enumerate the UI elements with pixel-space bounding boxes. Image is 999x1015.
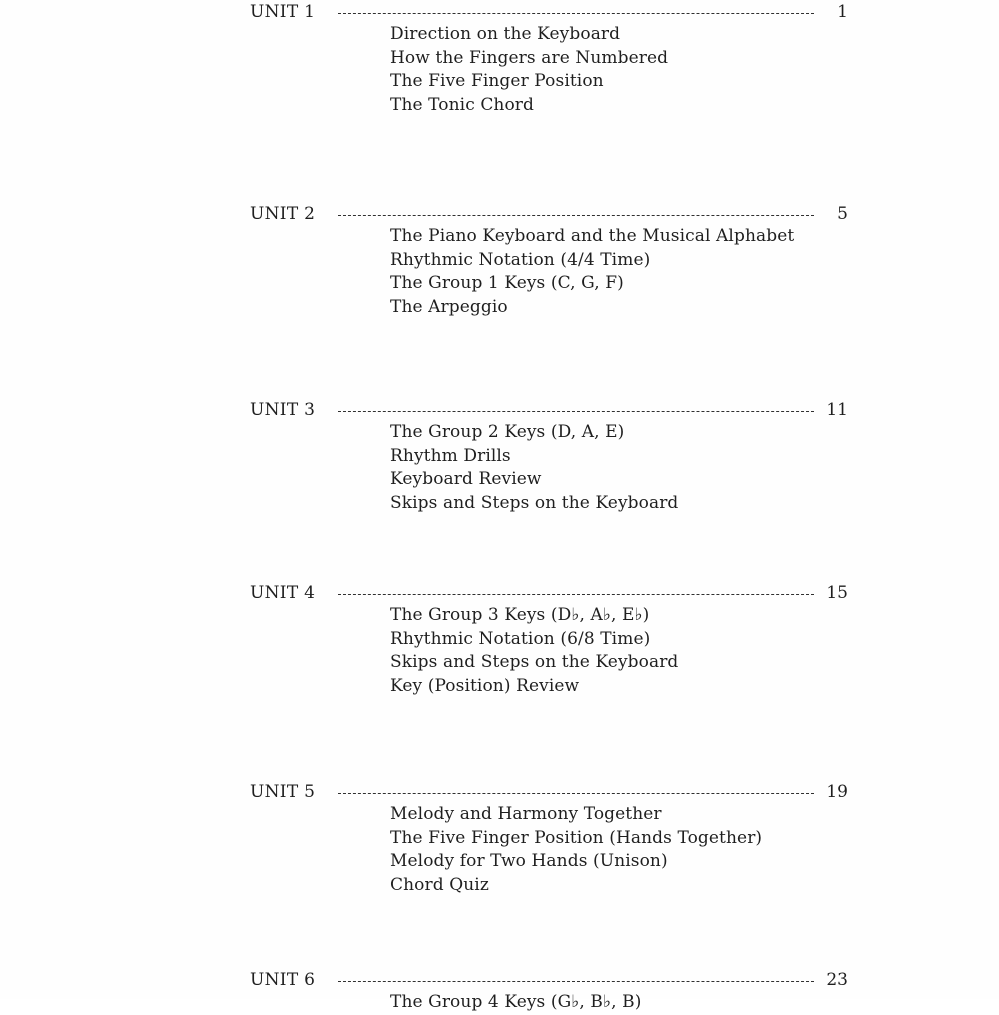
topic-item: The Group 3 Keys (D♭, A♭, E♭) — [390, 605, 650, 625]
topic-item: Rhythmic Notation (4/4 Time) — [390, 249, 651, 270]
topic-list — [390, 991, 641, 1015]
topic-item: Rhythmic Notation (6/8 Time) — [390, 628, 651, 649]
unit-header — [250, 202, 850, 226]
topic-list — [390, 225, 794, 319]
topic-item: Key (Position) Review — [390, 675, 580, 696]
page-number: 11 — [826, 400, 848, 420]
topic-list — [390, 604, 678, 698]
topic-list — [390, 421, 678, 515]
topic-item: The Group 2 Keys (D, A, E) — [390, 422, 625, 442]
page-number: 5 — [837, 204, 848, 224]
topic-item: Chord Quiz — [390, 874, 489, 895]
topic-item: The Tonic Chord — [390, 94, 535, 115]
unit-header — [250, 780, 850, 804]
topic-item: Direction on the Keyboard — [390, 24, 621, 44]
topic-item: Rhythm Drills — [390, 445, 511, 466]
unit-label: UNIT 1 — [250, 2, 316, 22]
topic-item: The Five Finger Position (Hands Together) — [390, 827, 763, 848]
page-number: 23 — [826, 970, 848, 990]
unit-label: UNIT 3 — [250, 400, 316, 420]
topic-item: The Group 1 Keys (C, G, F) — [390, 273, 624, 293]
unit-label: UNIT 4 — [250, 583, 316, 603]
topic-item: The Arpeggio — [390, 296, 508, 317]
unit-header — [250, 581, 850, 605]
page-number: 19 — [826, 782, 848, 802]
dotted-leader — [338, 13, 814, 14]
topic-list — [390, 23, 668, 117]
unit-header — [250, 398, 850, 422]
unit-header — [250, 968, 850, 992]
topic-list — [390, 803, 762, 897]
unit-header — [250, 0, 850, 24]
topic-item: The Group 4 Keys (G♭, B♭, B) — [390, 992, 642, 1012]
topic-item: How the Fingers are Numbered — [390, 47, 669, 68]
topic-item: The Piano Keyboard and the Musical Alphabet — [390, 226, 795, 246]
dotted-leader — [338, 411, 814, 412]
topic-item: The Five Finger Position — [390, 71, 604, 91]
page-number: 1 — [837, 2, 848, 22]
page-number: 15 — [826, 583, 848, 603]
topic-item: Skips and Steps on the Keyboard — [390, 492, 679, 513]
topic-item: Skips and Steps on the Keyboard — [390, 652, 679, 672]
unit-label: UNIT 6 — [250, 970, 316, 990]
topic-item: Melody for Two Hands (Unison) — [390, 851, 668, 871]
dotted-leader — [338, 594, 814, 595]
dotted-leader — [338, 981, 814, 982]
dotted-leader — [338, 793, 814, 794]
topic-item: Melody and Harmony Together — [390, 804, 662, 824]
unit-label: UNIT 5 — [250, 782, 316, 802]
dotted-leader — [338, 215, 814, 216]
topic-item: Keyboard Review — [390, 469, 542, 489]
unit-label: UNIT 2 — [250, 204, 316, 224]
